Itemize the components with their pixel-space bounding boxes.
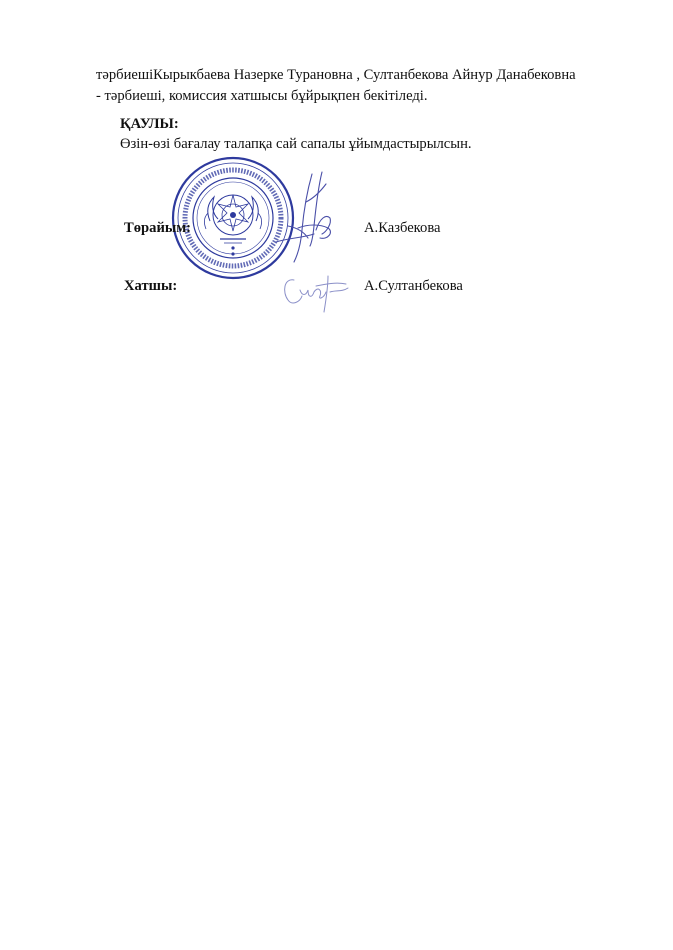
paragraph-line-1: тәрбиешіКырыкбаева Назерке Турановна , Султанбекова Айнур Данабековна bbox=[96, 67, 576, 83]
secretary-name: А.Султанбекова bbox=[364, 278, 463, 294]
chairperson-label: Төрайым: bbox=[124, 220, 192, 236]
paragraph-line-2: - тәрбиеші, комиссия хатшысы бұйрықпен бекітіледі. bbox=[96, 88, 428, 104]
resolution-text: Өзін-өзі бағалау талапқа сай сапалы ұйымдастырылсын. bbox=[120, 136, 472, 152]
secretary-signature-icon bbox=[276, 268, 356, 314]
chairperson-name: А.Казбекова bbox=[364, 220, 441, 236]
secretary-label: Хатшы: bbox=[124, 278, 178, 294]
chairperson-signature-icon bbox=[268, 168, 348, 268]
resolution-heading: ҚАУЛЫ: bbox=[120, 116, 179, 132]
